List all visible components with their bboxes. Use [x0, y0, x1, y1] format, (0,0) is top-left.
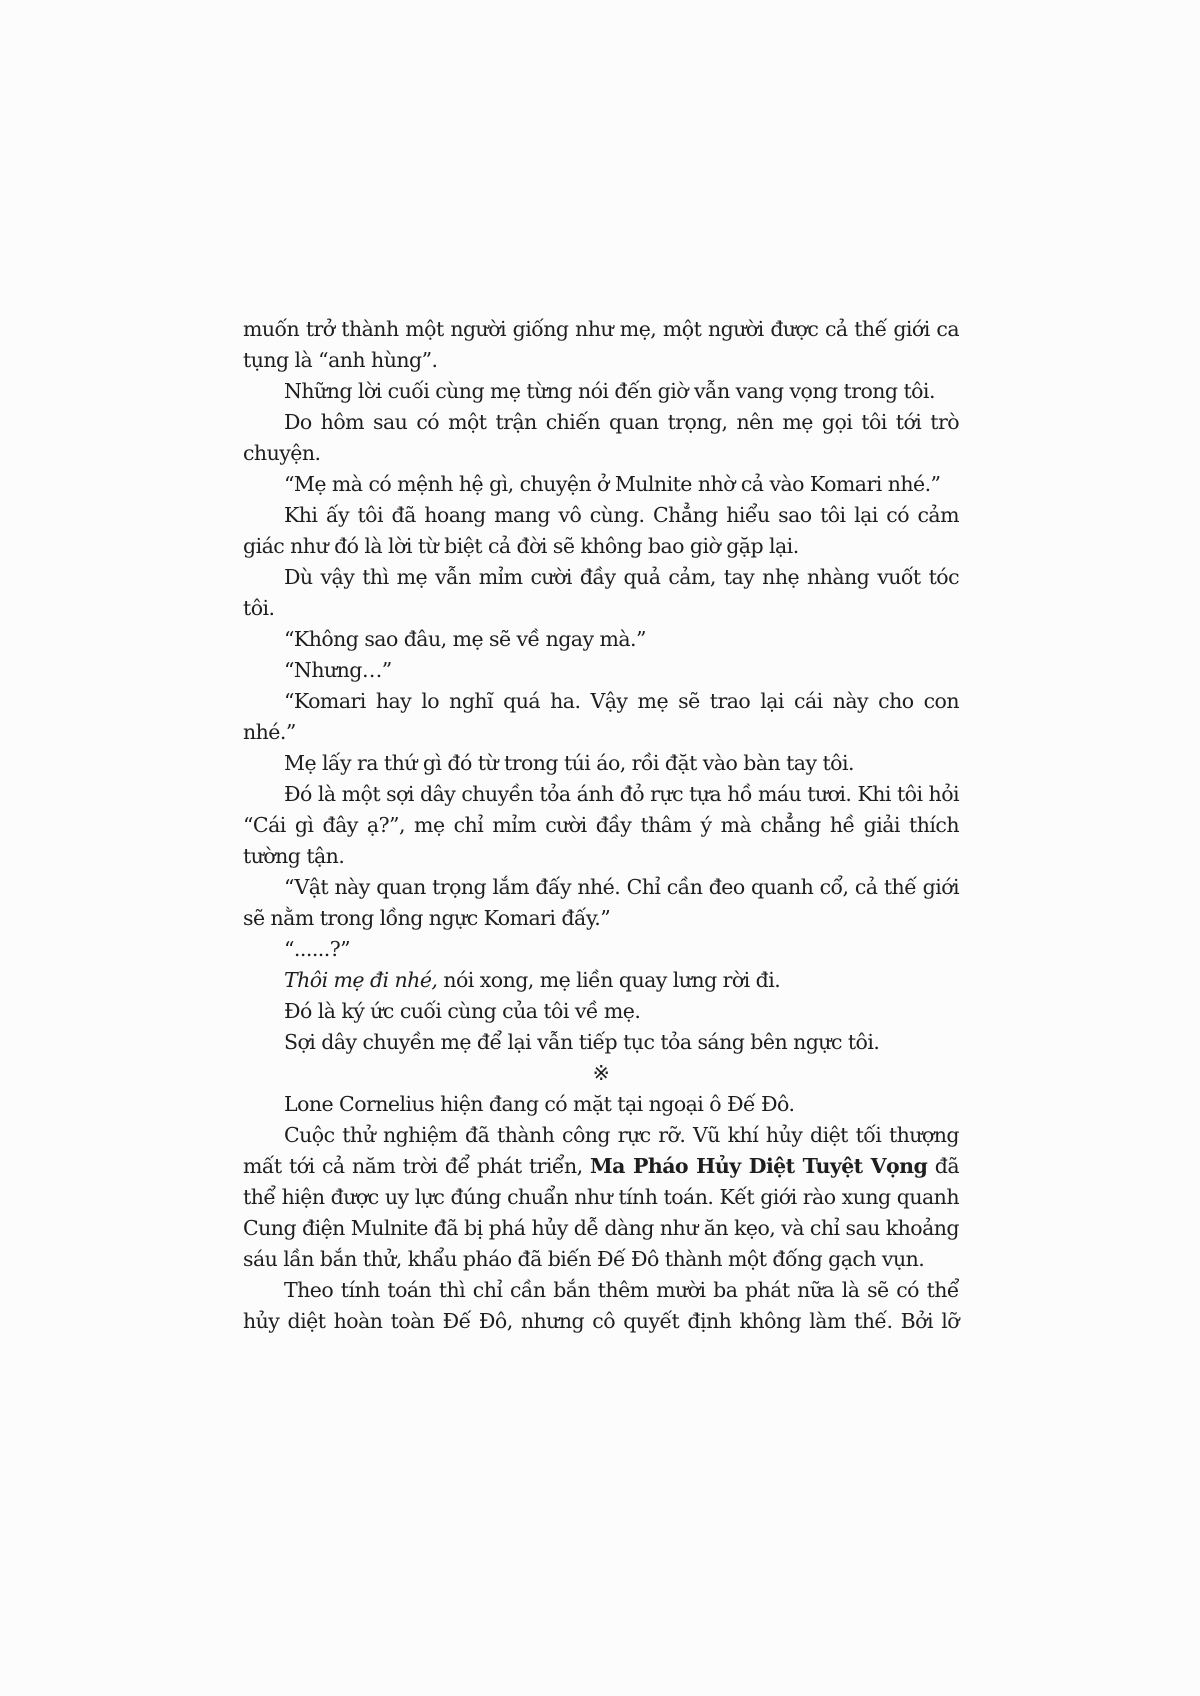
- paragraph: Đó là một sợi dây chuyền tỏa ánh đỏ rực tựa hồ máu tươi. Khi tôi hỏi “Cái gì đây ạ?”, mẹ chỉ mỉm cười đầy thâm ý mà chẳng hề giải thích tường tận.: [243, 782, 959, 868]
- paragraph-rest: nói xong, mẹ liền quay lưng rời đi.: [437, 968, 781, 992]
- paragraph: Do hôm sau có một trận chiến quan trọng, nên mẹ gọi tôi tới trò chuyện.: [243, 410, 959, 465]
- dialogue-paragraph: “......?”: [284, 937, 351, 961]
- paragraph: Lone Cornelius hiện đang có mặt tại ngoại ô Đế Đô.: [284, 1092, 795, 1116]
- paragraph: Mẹ lấy ra thứ gì đó từ trong túi áo, rồi đặt vào bàn tay tôi.: [284, 751, 854, 775]
- paragraph: muốn trở thành một người giống như mẹ, một người được cả thế giới ca tụng là “anh hùng”.: [243, 317, 959, 372]
- dialogue-paragraph: “Mẹ mà có mệnh hệ gì, chuyện ở Mulnite nhờ cả vào Komari nhé.”: [284, 472, 941, 496]
- paragraph-end: đã thể hiện được uy lực đúng chuẩn như tính toán. Kết giới rào xung quanh Cung điện Mulnite đã bị phá hủy dễ dàng như ăn kẹo, và chỉ sau khoảng sáu lần bắn thử, khẩu pháo đã biến Đế Đô thành một đống gạch vụn.: [243, 1154, 959, 1271]
- dialogue-paragraph: “Không sao đâu, mẹ sẽ về ngay mà.”: [284, 627, 646, 651]
- paragraph: Những lời cuối cùng mẹ từng nói đến giờ vẫn vang vọng trong tôi.: [284, 379, 935, 403]
- paragraph: Sợi dây chuyền mẹ để lại vẫn tiếp tục tỏa sáng bên ngực tôi.: [284, 1030, 880, 1054]
- scene-break-separator: ※: [592, 1061, 610, 1085]
- body-text: [243, 314, 959, 1337]
- paragraph-start: Cuộc thử nghiệm đã thành công rực rỡ. Vũ khí hủy diệt tối thượng mất tới cả năm trời để phát triển,: [243, 1123, 959, 1178]
- paragraph: Đó là ký ức cuối cùng của tôi về mẹ.: [284, 999, 641, 1023]
- dialogue-paragraph: “Vật này quan trọng lắm đấy nhé. Chỉ cần đeo quanh cổ, cả thế giới sẽ nằm trong lồng ngực Komari đấy.”: [243, 875, 959, 930]
- paragraph: [243, 1120, 959, 1275]
- paragraph: Khi ấy tôi đã hoang mang vô cùng. Chẳng hiểu sao tôi lại có cảm giác như đó là lời từ biệt cả đời sẽ không bao giờ gặp lại.: [243, 503, 959, 558]
- bold-weapon-name: Ma Pháo Hủy Diệt Tuyệt Vọng: [590, 1154, 928, 1178]
- dialogue-paragraph: “Nhưng…”: [284, 658, 392, 682]
- paragraph: Dù vậy thì mẹ vẫn mỉm cười đầy quả cảm, tay nhẹ nhàng vuốt tóc tôi.: [243, 565, 959, 620]
- italic-phrase: Thôi mẹ đi nhé,: [284, 968, 438, 992]
- paragraph: Theo tính toán thì chỉ cần bắn thêm mười ba phát nữa là sẽ có thể hủy diệt hoàn toàn Đế Đô, nhưng cô quyết định không làm thế. Bởi lỡ: [243, 1278, 959, 1333]
- dialogue-paragraph: “Komari hay lo nghĩ quá ha. Vậy mẹ sẽ trao lại cái này cho con nhé.”: [243, 689, 959, 744]
- paragraph: [243, 965, 959, 996]
